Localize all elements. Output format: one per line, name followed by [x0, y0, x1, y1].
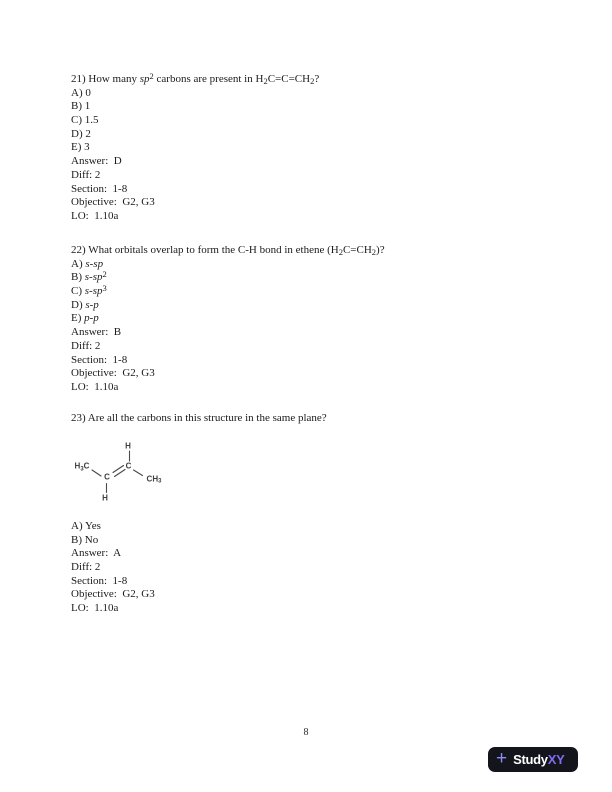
answer-option: B) 1 [71, 100, 91, 113]
meta-line: LO: 1.10a [71, 602, 119, 615]
answer-option: B) No [71, 533, 99, 546]
answer-option: D) s-p [71, 298, 99, 311]
answer-option: B) $s-sp^2$ [71, 268, 107, 284]
question-22 [71, 244, 385, 395]
meta-line: Objective: G2, G3 [71, 588, 155, 601]
meta-line: Answer: A [71, 547, 122, 560]
question-prompt: 21) How many $sp^2$ carbons are present in $H_2C=C=CH_2$? [71, 70, 320, 87]
chemical-structure-figure [70, 436, 182, 508]
meta-line: Diff: 2 [71, 339, 101, 352]
meta-line: Objective: G2, G3 [71, 367, 155, 380]
meta-line: Answer: B [71, 326, 122, 339]
question-23-answers [71, 520, 155, 616]
meta-line: Answer: D [71, 155, 122, 168]
answer-option: E) 3 [71, 141, 90, 154]
meta-line: LO: 1.10a [71, 209, 119, 222]
bond-h3c-cleft [92, 470, 101, 476]
atom-label-h3c: $H_3C$ [74, 461, 90, 473]
answer-option: A) Yes [71, 520, 101, 532]
atom-label-h-bottom: H [102, 493, 108, 503]
question-prompt: 22) What orbitals overlap to form the C-H bond in ethene $(H_2C=CH_2)$? [71, 244, 385, 258]
answer-option: C) 1.5 [71, 114, 99, 127]
meta-line: LO: 1.10a [71, 380, 119, 393]
studyxy-logo[interactable] [488, 747, 578, 772]
answer-option: A) s-sp [71, 257, 104, 270]
meta-line: Section: 1-8 [71, 353, 128, 366]
logo-text-xy: XY [547, 752, 565, 767]
atom-label-c-left: C [104, 472, 110, 482]
plus-icon: + [496, 748, 508, 769]
answer-option: E) p-p [71, 312, 99, 325]
atom-label-c-right: C [125, 461, 132, 471]
answer-option: A) 0 [71, 86, 91, 99]
answer-option: D) 2 [71, 127, 91, 140]
answer-option: C) $s-sp^3$ [71, 282, 107, 298]
meta-line: Section: 1-8 [71, 182, 128, 195]
meta-line: Objective: G2, G3 [71, 196, 155, 209]
bond-cright-ch3 [134, 470, 143, 476]
question-21 [71, 70, 320, 224]
atom-label-ch3: $CH_3$ [146, 474, 162, 485]
page-number: 8 [303, 727, 309, 738]
logo-text-study: Study [513, 752, 548, 767]
meta-line: Section: 1-8 [71, 574, 128, 587]
atom-label-h-top: H [125, 441, 131, 451]
meta-line: Diff: 2 [71, 561, 101, 574]
question-prompt: 23) Are all the carbons in this structure in the same plane? [71, 412, 327, 424]
meta-line: Diff: 2 [71, 168, 101, 181]
question-23-prompt [71, 412, 327, 426]
